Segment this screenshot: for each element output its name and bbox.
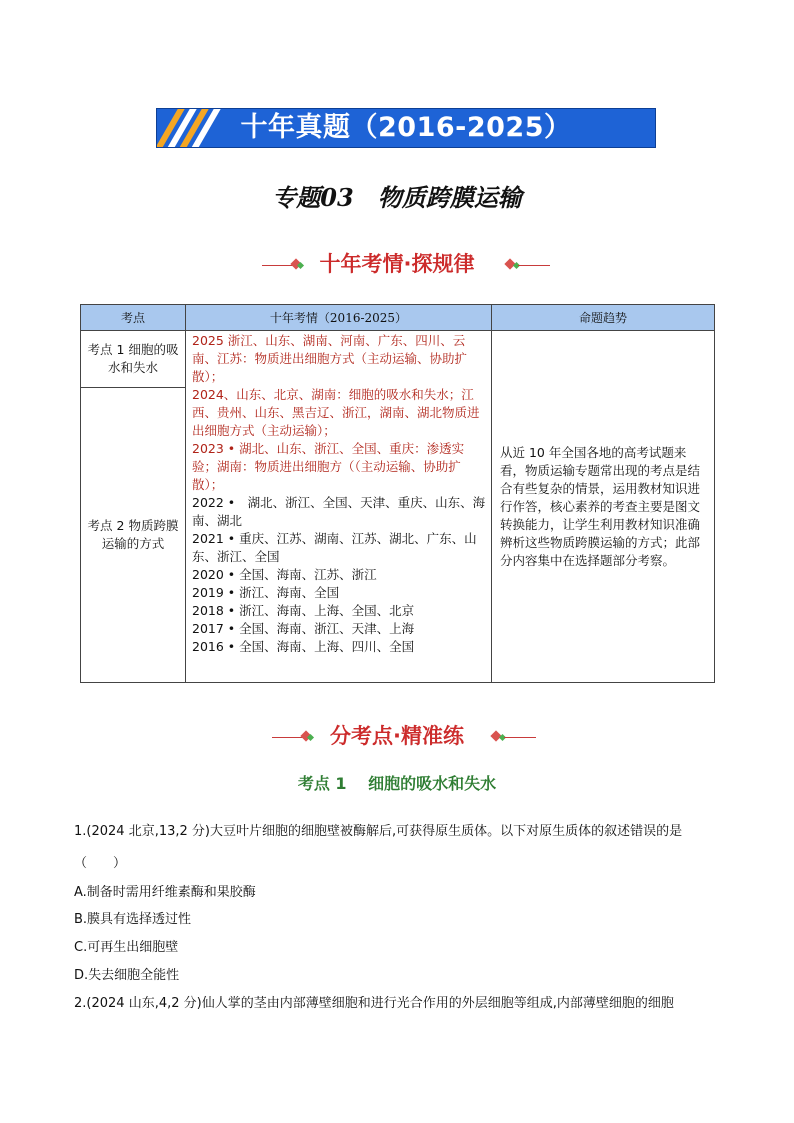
section-title: 十年考情·探规律 [319, 252, 475, 276]
year-entry: 2017 • 全国、海南、浙江、天津、上海 [192, 621, 415, 636]
title-banner [156, 108, 656, 148]
table-header-row [81, 305, 715, 331]
year-entry: 2022 • 湖北、浙江、全国、天津、重庆、山东、海南、湖北 [192, 495, 486, 528]
topic-title: 专题03 物质跨膜运输 [272, 183, 522, 212]
year-entry: 2021 • 重庆、江苏、湖南、江苏、湖北、广东、山东、浙江、全国 [192, 531, 477, 564]
option-b: B.膜具有选择透过性 [74, 912, 192, 927]
question-1-bracket: （ ） [74, 856, 127, 871]
header-cell: 命题趋势 [492, 305, 715, 331]
question-1: 1.(2024 北京,13,2 分)大豆叶片细胞的细胞壁被酶解后,可获得原生质体。以下对原生质体的叙述错误的是 [74, 824, 683, 839]
year-entry: 2016 • 全国、海南、上海、四川、全国 [192, 639, 415, 654]
year-entry: 2019 • 浙江、海南、全国 [192, 585, 340, 600]
option-a: A.制备时需用纤维素酶和果胶酶 [74, 885, 256, 900]
section-heading-1 [0, 249, 794, 279]
heading-line-right [518, 265, 550, 266]
header-cell: 考点 [81, 305, 186, 331]
exam-analysis-table [80, 304, 715, 683]
question-2: 2.(2024 山东,4,2 分)仙人掌的茎由内部薄壁细胞和进行光合作用的外层细胞等组成,内部薄壁细胞的细胞 [74, 996, 674, 1011]
years-cell [186, 331, 492, 683]
year-entry-red: 2023 • 湖北、山东、浙江、全国、重庆 [192, 441, 415, 456]
year-entry: 2018 • 浙江、海南、上海、全国、北京 [192, 603, 415, 618]
year-entry: 2024、山东、北京、湖南：细胞的吸水和失水；江西、贵州、山东、黑吉辽、浙江，湖南、湖北物质进出细胞方式（主动运输）； [192, 387, 480, 438]
kp1-cell: 考点 1 细胞的吸水和失水 [81, 331, 186, 388]
year-entry: 2025 浙江、山东、湖南、河南、广东、四川、云南、江苏：物质进出细胞方式（主动运输、协助扩散）； [192, 333, 468, 384]
option-d: D.失去细胞全能性 [74, 968, 180, 983]
year-entry [192, 440, 487, 494]
kp2-cell: 考点 2 物质跨膜运输的方式 [81, 388, 186, 683]
trend-cell: 从近 10 年全国各地的高考试题来看，物质运输专题常出现的考点是结合有些复杂的情景，运用教材知识进行作答，核心素养的考查主要是图文转换能力，让学生利用教材知识准确辨析这些物质跨膜运输的方式；此部分内容集中在选择题部分考察。 [492, 331, 715, 683]
year-entry: 2020 • 全国、海南、江苏、浙江 [192, 567, 377, 582]
option-c: C.可再生出细胞壁 [74, 940, 179, 955]
kp-title: 考点 1 细胞的吸水和失水 [297, 774, 497, 793]
year-entry-rest: ：渗透实验；湖南：物质进出细胞方（（主动运输、协助扩散）； [192, 441, 465, 492]
header-cell: 十年考情（2016-2025） [186, 305, 492, 331]
table-row [81, 331, 715, 388]
section-heading-2 [0, 721, 794, 751]
heading-line-right [504, 737, 536, 738]
section-title: 分考点·精准练 [330, 724, 464, 748]
banner-title: 十年真题（2016-2025） [240, 112, 572, 143]
